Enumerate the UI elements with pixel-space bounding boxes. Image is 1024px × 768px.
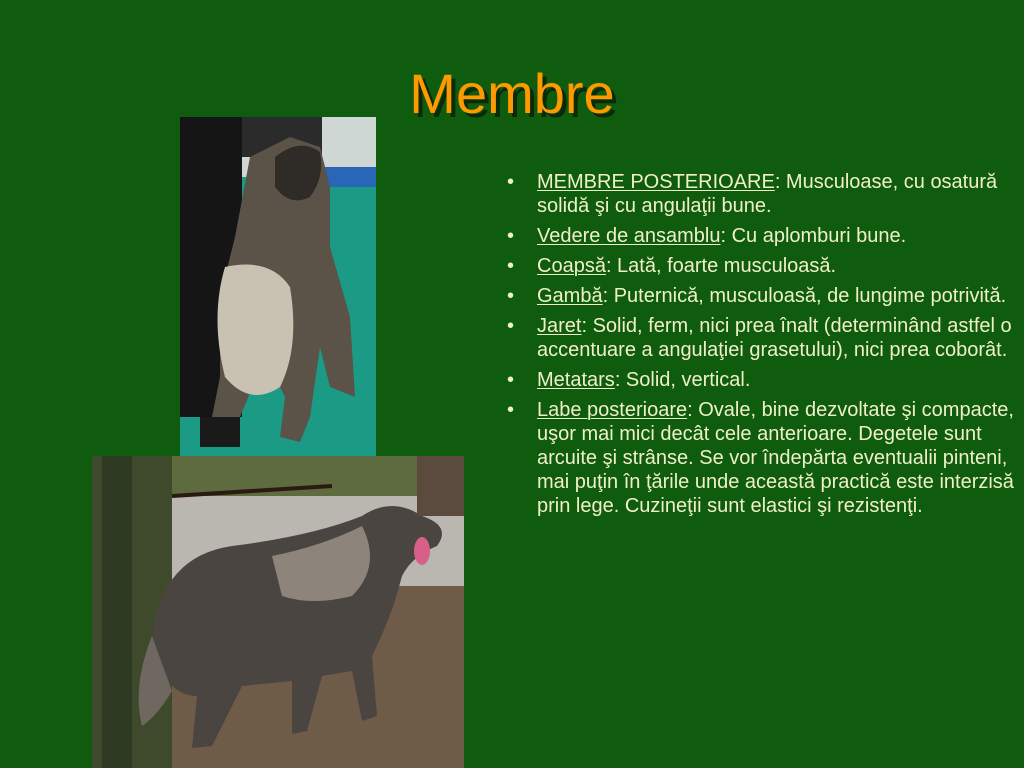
bullet-text: : Puternică, musculoasă, de lungime potrivită.: [602, 285, 1007, 307]
list-item: [505, 368, 1015, 392]
bullet-marker: •: [507, 315, 515, 337]
dog-side-view-photo: [92, 456, 464, 768]
bullet-term: MEMBRE POSTERIOARE: [537, 171, 775, 193]
bullet-list-container: [505, 170, 1015, 524]
list-item: [505, 224, 1015, 248]
slide-title: Membre: [409, 62, 615, 125]
dog-side-view-image: [92, 456, 464, 768]
bullet-text: : Ovale, bine dezvoltate şi compacte, uşor mai mici decât cele anterioare. Degetele sunt arcuite şi strânse. Se vor îndepărta eventualii pinteni, mai puţin în ţările unde această practică este interzisă prin lege. Cuzineţii sunt elastici şi rezistenţi.: [537, 399, 1014, 517]
bullet-text: : Solid, vertical.: [614, 369, 751, 391]
list-item: [505, 284, 1015, 308]
bullet-term: Jaret: [537, 315, 582, 337]
bullet-text: : Lată, foarte musculoasă.: [605, 255, 837, 277]
bullet-term: Labe posterioare: [537, 399, 688, 421]
bullet-marker: •: [507, 255, 515, 277]
list-item: [505, 170, 1015, 218]
bullet-text: : Cu aplomburi bune.: [720, 225, 907, 247]
bullet-term: Vedere de ansamblu: [537, 225, 721, 247]
bullet-marker: •: [507, 225, 515, 247]
list-item: [505, 398, 1015, 518]
bullet-marker: •: [507, 399, 515, 421]
bullet-text: : Musculoase, cu osatură solidă şi cu angulaţii bune.: [537, 171, 998, 217]
bullet-marker: •: [507, 369, 515, 391]
bullet-list: [505, 170, 1015, 518]
dog-rear-view-photo: [180, 117, 376, 456]
bullet-marker: •: [507, 285, 515, 307]
bullet-term: Metatars: [537, 369, 615, 391]
dog-rear-view-image: [180, 117, 376, 456]
bullet-text: : Solid, ferm, nici prea înalt (determinând astfel o accentuare a angulaţiei grasetului), nici prea coborât.: [537, 315, 1012, 361]
list-item: [505, 314, 1015, 362]
bullet-term: Gambă: [537, 285, 603, 307]
bullet-term: Coapsă: [537, 255, 606, 277]
bullet-marker: •: [507, 171, 515, 193]
list-item: [505, 254, 1015, 278]
